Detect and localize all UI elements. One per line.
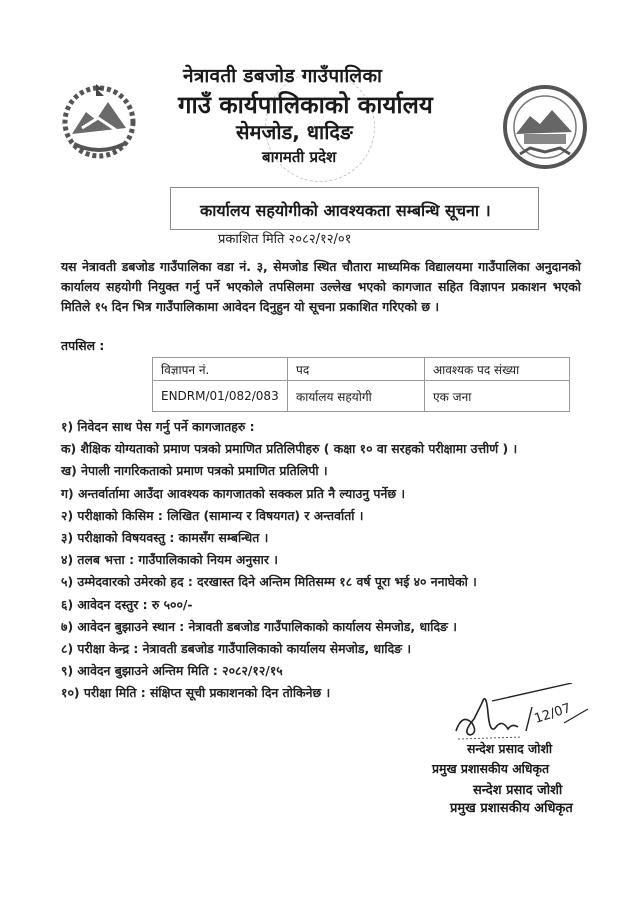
list-item: २) परीक्षाको किसिम : लिखित (सामान्य र विषयगत) र अन्तर्वार्ता । bbox=[61, 507, 364, 523]
header-post: पद bbox=[288, 358, 425, 381]
header-ad-number: विज्ञापन नं. bbox=[153, 358, 288, 381]
list-item: १) निवेदन साथ पेस गर्नु पर्ने कागजातहरु : bbox=[61, 419, 255, 434]
province-name: बागमती प्रदेश bbox=[262, 148, 337, 166]
table-row bbox=[153, 381, 570, 412]
list-item: ४) तलब भत्ता : गाउँपालिकाको नियम अनुसार । bbox=[61, 552, 278, 568]
list-item: ७) आवेदन बुझाउने स्थान : नेत्रावती डबजोड गाउँपालिकाको कार्यालय सेमजोड, धादिङ । bbox=[61, 618, 457, 634]
notice-title: कार्यालय सहयोगीको आवश्यकता सम्बन्धि सूचना । bbox=[200, 201, 491, 220]
list-item: १०) परीक्षा मिति : संक्षिप्त सूची प्रकाशनको दिन तोकिनेछ । bbox=[61, 685, 331, 701]
municipality-name: नेत्रावती डबजोड गाउँपालिका bbox=[183, 65, 383, 87]
nepal-government-emblem-icon bbox=[58, 78, 140, 160]
office-name: गाउँ कार्यपालिकाको कार्यालय bbox=[178, 91, 433, 119]
list-item: ८) परीक्षा केन्द्र : नेत्रावती डबजोड गाउँपालिकाको कार्यालय सेमजोड, धादिङ । bbox=[61, 641, 412, 657]
name-stamp: सन्देश प्रसाद जोशी bbox=[473, 783, 563, 798]
list-item: ३) परीक्षाको विषयवस्तु : कामसँग सम्बन्धित । bbox=[61, 530, 269, 546]
office-location: सेमजोड, धादिङ bbox=[236, 120, 353, 144]
cell-required-count: एक जना bbox=[425, 381, 570, 412]
signatory-designation: प्रमुख प्रशासकीय अधिकृत bbox=[432, 761, 550, 776]
vacancy-table bbox=[152, 357, 570, 412]
requirements-list bbox=[61, 416, 517, 705]
published-date: प्रकाशित मिति २०८२/१२/०१ bbox=[218, 232, 352, 247]
table-header-row bbox=[153, 358, 570, 381]
cell-ad-number: ENDRM/01/082/083 bbox=[153, 381, 288, 412]
list-item: ९) आवेदन बुझाउने अन्तिम मिति : २०८२/१२/१५ bbox=[61, 663, 283, 679]
municipality-logo-icon bbox=[500, 82, 590, 172]
list-item: ग) अन्तर्वार्तामा आउँदा आवश्यक कागजातको सक्कल प्रति नै ल्याउनु पर्नेछ । bbox=[61, 485, 406, 501]
signature-date: 12/07 bbox=[532, 700, 573, 727]
list-item: ६) आवेदन दस्तुर : रु ५००/- bbox=[61, 596, 193, 612]
tapsil-label: तपसिल : bbox=[61, 338, 105, 353]
designation-stamp: प्रमुख प्रशासकीय अधिकृत bbox=[450, 801, 573, 816]
header-required-count: आवश्यक पद संख्या bbox=[425, 358, 570, 381]
handwritten-signature bbox=[452, 683, 592, 743]
cell-post: कार्यालय सहयोगी bbox=[288, 381, 425, 412]
list-item: क) शैक्षिक योग्यताको प्रमाण पत्रको प्रमाणित प्रतिलिपीहरु ( कक्षा १० वा सरहको परीक्षामा उत्तीर्ण ) । bbox=[61, 441, 518, 457]
list-item: ५) उम्मेदवारको उमेरको हद : दरखास्त दिने अन्तिम मितिसम्म १८ वर्ष पूरा भई ४० ननाघेको । bbox=[61, 574, 477, 590]
signatory-name: सन्देश प्रसाद जोशी bbox=[467, 741, 553, 756]
notice-body: यस नेत्रावती डबजोड गाउँपालिका वडा नं. ३, सेमजोड स्थित चौतारा माध्यमिक विद्यालयमा गाउँपालिका अनुदानको कार्यालय सहयोगी नियुक्त गर्नु पर्ने भएकोले तपसिलमा उल्लेख भएको कागजात सहित विज्ञापन प्रकाशन भएको मितिले १५ दिन भित्र गाउँपालिकामा आवेदन दिनुहुन यो सूचना प्रकाशित गरिएको छ । bbox=[61, 259, 581, 314]
list-item: ख) नेपाली नागरिकताको प्रमाण पत्रको प्रमाणित प्रतिलिपी । bbox=[61, 463, 328, 479]
